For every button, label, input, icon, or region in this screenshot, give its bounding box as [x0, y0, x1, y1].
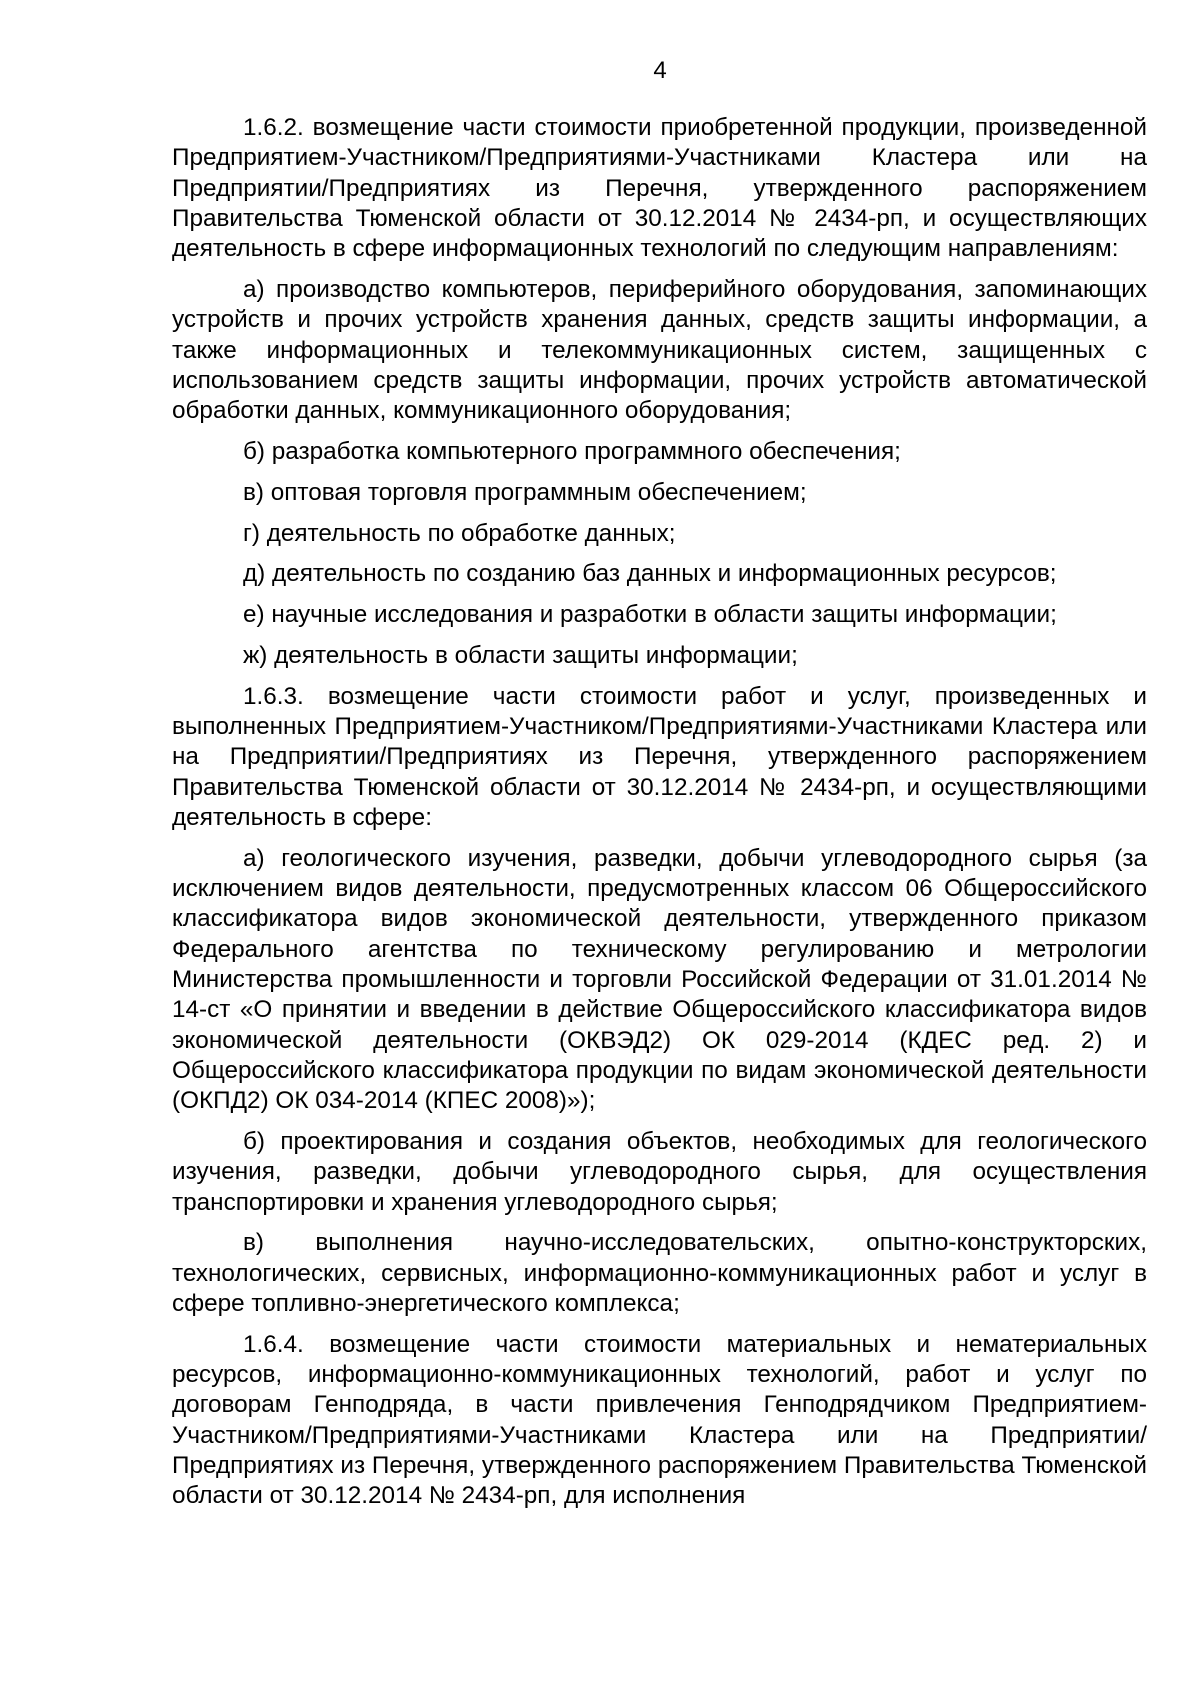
- list-item-e: е) научные исследования и разработки в области защиты информации;: [243, 601, 1057, 629]
- list-item-zh: ж) деятельность в области защиты информации;: [243, 641, 798, 669]
- list-item-g: г) деятельность по обработке данных;: [243, 519, 676, 547]
- list-item-d: д) деятельность по созданию баз данных и информационных ресурсов;: [243, 560, 1057, 588]
- list-item-b-2: б) проектирования и создания объектов, необходимых для геологического изучения, разведки, добычи углеводородного сырья, для осуществления транспортировки и хранения углеводородного сырья;: [172, 1127, 1147, 1216]
- paragraph-1-6-4: 1.6.4. возмещение части стоимости материальных и нематериальных ресурсов, информационно-коммуникационных технологий, работ и услуг по договорам Генподряда, в части привлечения Генподрядчиком Предприятием-Участником/Предприятиями-Участниками Кластера или на Предприятии/Предприятиях из Перечня, утвержденного распоряжением Правительства Тюменской области от 30.12.2014 № 2434-рп, для исполнения: [172, 1330, 1147, 1510]
- paragraph-1-6-2: 1.6.2. возмещение части стоимости приобретенной продукции, произведенной Предприятием-Участником/Предприятиями-Участниками Кластера или на Предприятии/Предприятиях из Перечня, утвержденного распоряжением Правительства Тюменской области от 30.12.2014 № 2434-рп, и осуществляющих деятельность в сфере информационных технологий по следующим направлениям:: [172, 114, 1147, 263]
- list-item-b: б) разработка компьютерного программного обеспечения;: [243, 437, 901, 465]
- document-body: [172, 113, 1147, 1522]
- page-number: 4: [653, 57, 667, 84]
- list-item-a-2: а) геологического изучения, разведки, добычи углеводородного сырья (за исключением видов деятельности, предусмотренных классом 06 Общероссийского классификатора видов экономической деятельности, утвержденного приказом Федерального агентства по техническому регулированию и метрологии Министерства промышленности и торговли Российской Федерации от 31.01.2014 № 14-ст «О принятии и введении в действие Общероссийского классификатора видов экономической деятельности (ОКВЭД2) ОК 029-2014 (КДЕС ред. 2) и Общероссийского классификатора продукции по видам экономической деятельности (ОКПД2) ОК 034-2014 (КПЕС 2008)»);: [172, 844, 1147, 1115]
- list-item-v: в) оптовая торговля программным обеспечением;: [243, 478, 807, 506]
- list-item-a: а) производство компьютеров, периферийного оборудования, запоминающих устройств и прочих устройств хранения данных, средств защиты информации, а также информационных и телекоммуникационных систем, защищенных с использованием средств защиты информации, прочих устройств автоматической обработки данных, коммуникационного оборудования;: [172, 275, 1147, 425]
- paragraph-1-6-3: 1.6.3. возмещение части стоимости работ и услуг, произведенных и выполненных Предприятием-Участником/Предприятиями-Участниками Кластера или на Предприятии/Предприятиях из Перечня, утвержденного распоряжением Правительства Тюменской области от 30.12.2014 № 2434-рп, и осуществляющими деятельность в сфере:: [172, 682, 1147, 831]
- list-item-v-2: в) выполнения научно-исследовательских, опытно-конструкторских, технологических, сервисных, информационно-коммуникационных работ и услуг в сфере топливно-энергетического комплекса;: [172, 1229, 1147, 1317]
